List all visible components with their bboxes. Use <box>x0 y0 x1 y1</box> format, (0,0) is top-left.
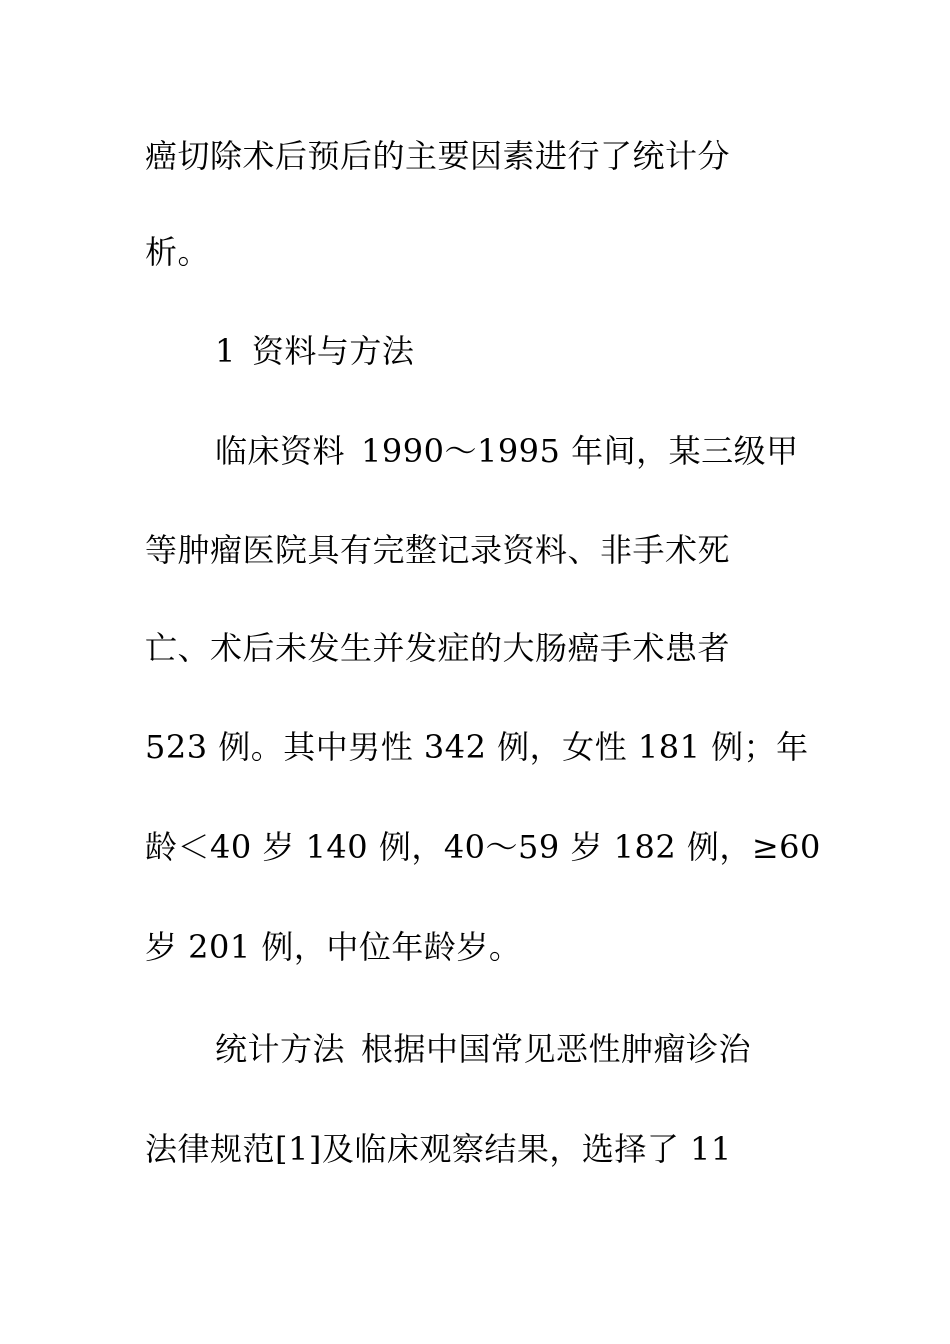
section-title: 资料与方法 <box>251 332 415 370</box>
section-number: 1 <box>215 332 236 370</box>
text-line-11 <box>145 1129 732 1169</box>
text-span: 1990～1995 年间，某三级甲 <box>361 432 799 470</box>
text-span: 等肿瘤医院具有完整记录资料、非手术死 <box>145 531 731 569</box>
paragraph-stats-start <box>215 1029 751 1069</box>
text-span: 癌切除术后预后的主要因素进行了统计分 <box>145 137 731 175</box>
paragraph-clinical-start <box>215 431 799 471</box>
text-line-2 <box>145 232 210 272</box>
run-in-heading-clinical: 临床资料 <box>215 432 346 470</box>
text-span: 法律规范[1]及临床观察结果，选择了 11 <box>145 1130 732 1168</box>
run-in-heading-stats: 统计方法 <box>215 1030 346 1068</box>
text-span: 岁 201 例，中位年龄岁。 <box>145 928 522 966</box>
text-span: 根据中国常见恶性肿瘤诊治 <box>361 1030 752 1068</box>
text-span: 析。 <box>145 233 211 271</box>
text-span: 龄＜40 岁 140 例，40～59 岁 182 例，≥60 <box>145 828 821 866</box>
text-line-6 <box>145 628 730 668</box>
text-line-8 <box>145 827 821 867</box>
text-line-7 <box>145 727 809 767</box>
text-span: 亡、术后未发生并发症的大肠癌手术患者 <box>145 629 731 667</box>
text-span: 523 例。其中男性 342 例，女性 181 例；年 <box>145 728 809 766</box>
text-line-9 <box>145 927 521 967</box>
text-line-1 <box>145 136 730 176</box>
section-heading <box>215 331 414 371</box>
text-line-5 <box>145 530 730 570</box>
